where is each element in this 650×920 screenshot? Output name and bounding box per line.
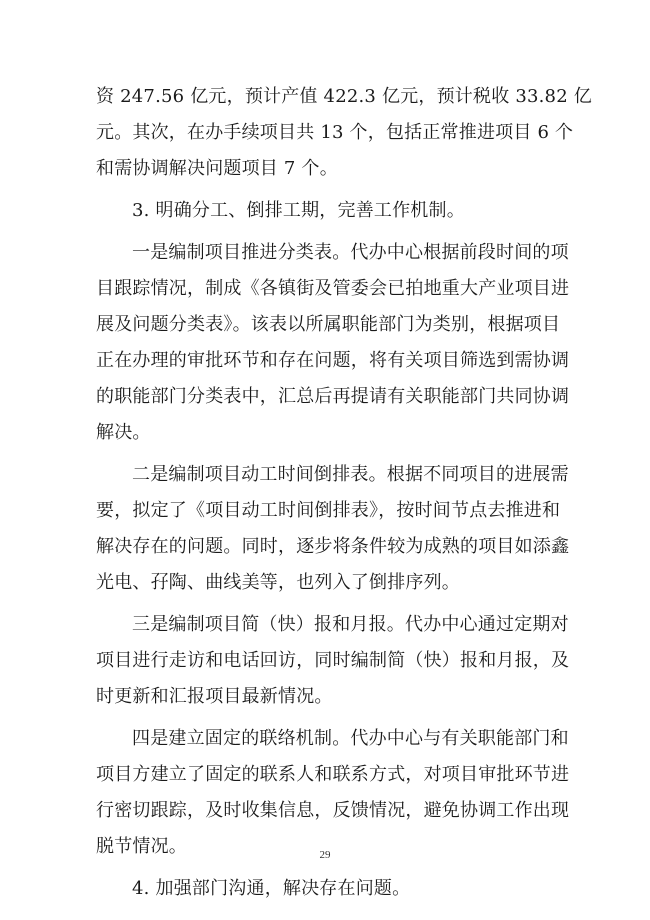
text-line: 解决。: [96, 422, 151, 443]
text-line: 4. 加强部门沟通，解决存在问题。: [132, 878, 411, 899]
text-line: 展及问题分类表》。该表以所属职能部门为类别，根据项目: [96, 314, 561, 335]
text-line: 三是编制项目简（快）报和月报。代办中心通过定期对: [132, 614, 569, 635]
page-number: 29: [319, 849, 331, 861]
text-line: 四是建立固定的联络机制。代办中心与有关职能部门和: [132, 728, 569, 749]
text-line: 目跟踪情况，制成《各镇街及管委会已拍地重大产业项目进: [96, 278, 570, 299]
text-line: 元。其次，在办手续项目共 13 个，包括正常推进项目 6 个: [96, 122, 574, 143]
paragraph-reports: [96, 607, 570, 715]
text-line: 解决存在的问题。同时，逐步将条件较为成熟的项目如添鑫: [96, 536, 570, 557]
text-line: 行密切跟踪，及时收集信息，反馈情况，避免协调工作出现: [96, 800, 570, 821]
section-heading-4: [96, 871, 552, 907]
text-line: 正在办理的审批环节和存在问题，将有关项目筛选到需协调: [96, 350, 570, 371]
paragraph-schedule-table: [96, 457, 570, 601]
text-line: 光电、孖陶、曲线美等，也列入了倒排序列。: [96, 572, 460, 593]
text-line: 资 247.56 亿元，预计产值 422.3 亿元，预计税收 33.82 亿: [96, 86, 592, 107]
text-line: 3. 明确分工、倒排工期，完善工作机制。: [132, 200, 465, 221]
paragraph-continuation: [96, 79, 592, 187]
paragraph-liaison-mechanism: [96, 721, 570, 865]
text-line: 二是编制项目动工时间倒排表。根据不同项目的进展需: [132, 464, 569, 485]
text-line: 脱节情况。: [96, 836, 187, 857]
body-text: [96, 79, 592, 907]
text-line: 和需协调解决问题项目 7 个。: [96, 158, 338, 179]
text-line: 项目方建立了固定的联系人和联系方式，对项目审批环节进: [96, 764, 570, 785]
text-line: 一是编制项目推进分类表。代办中心根据前段时间的项: [132, 242, 569, 263]
text-line: 的职能部门分类表中，汇总后再提请有关职能部门共同协调: [96, 386, 570, 407]
paragraph-classification-table: [96, 235, 570, 451]
text-line: 时更新和汇报项目最新情况。: [96, 686, 333, 707]
text-line: 项目进行走访和电话回访，同时编制简（快）报和月报，及: [96, 650, 570, 671]
section-heading-3: [96, 193, 552, 229]
text-line: 要，拟定了《项目动工时间倒排表》，按时间节点去推进和: [96, 500, 561, 521]
